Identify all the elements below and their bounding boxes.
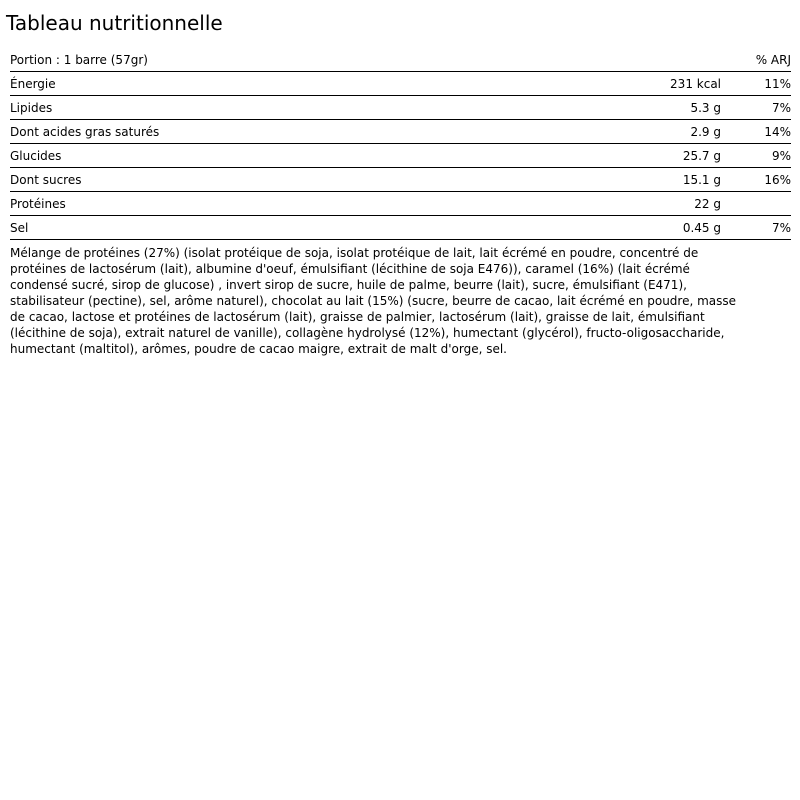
ingredients-text: Mélange de protéines (27%) (isolat protéique de soja, isolat protéique de lait, lait écrémé en poudre, concentré de protéines de lactosérum (lait), albumine d'oeuf, émulsifiant (lécithine de soja E476)), caramel (16%) (lait écrémé condensé sucré, sirop de glucose) , invert sirop de sucre, huile de palme, beurre (lait), sucre, émulsifiant (E471), stabilisateur (pectine), sel, arôme naturel), chocolat au lait (15%) (sucre, beurre de cacao, lait écrémé en poudre, masse de cacao, lactose et protéines de lactosérum (lait), graisse de palmier, lactosérum (lait), graisse de lait, émulsifiant (lécithine de soja), extrait naturel de vanille), collagène hydrolysé (12%), humectant (glycérol), fructo-oligosaccharide, humectant (maltitol), arômes, poudre de cacao maigre, extrait de malt d'orge, sel. bbox=[10, 246, 737, 356]
nutrient-qty: 5.3 g bbox=[690, 100, 721, 115]
table-row bbox=[10, 120, 791, 144]
nutrient-qty: 2.9 g bbox=[690, 124, 721, 139]
table-header-row bbox=[10, 48, 791, 72]
nutrient-label: Énergie bbox=[10, 76, 56, 91]
nutrient-label: Dont acides gras saturés bbox=[10, 124, 160, 139]
portion-label: Portion : 1 barre (57gr) bbox=[10, 52, 148, 67]
nutrient-qty: 25.7 g bbox=[682, 148, 721, 163]
table-row bbox=[10, 96, 791, 120]
header-pct: % ARJ bbox=[755, 52, 791, 67]
nutrient-label: Protéines bbox=[10, 196, 66, 211]
nutrient-label: Glucides bbox=[10, 148, 62, 163]
table-row bbox=[10, 144, 791, 168]
nutrient-pct: 11% bbox=[764, 76, 791, 91]
nutrient-pct: 16% bbox=[764, 172, 791, 187]
nutrition-table bbox=[10, 48, 791, 240]
nutrient-qty: 22 g bbox=[694, 196, 721, 211]
table-row bbox=[10, 72, 791, 96]
nutrient-pct: 7% bbox=[771, 100, 791, 115]
nutrient-label: Dont sucres bbox=[10, 172, 82, 187]
nutrient-label: Lipides bbox=[10, 100, 53, 115]
page-title: Tableau nutritionnelle bbox=[6, 11, 223, 35]
nutrient-pct: 7% bbox=[771, 220, 791, 235]
table-row bbox=[10, 192, 791, 216]
nutrient-pct: 9% bbox=[771, 148, 791, 163]
nutrient-label: Sel bbox=[10, 220, 29, 235]
nutrient-qty: 0.45 g bbox=[682, 220, 721, 235]
nutrient-qty: 231 kcal bbox=[670, 76, 721, 91]
table-row bbox=[10, 168, 791, 192]
nutrient-pct: 14% bbox=[764, 124, 791, 139]
nutrient-qty: 15.1 g bbox=[682, 172, 721, 187]
table-row bbox=[10, 216, 791, 240]
